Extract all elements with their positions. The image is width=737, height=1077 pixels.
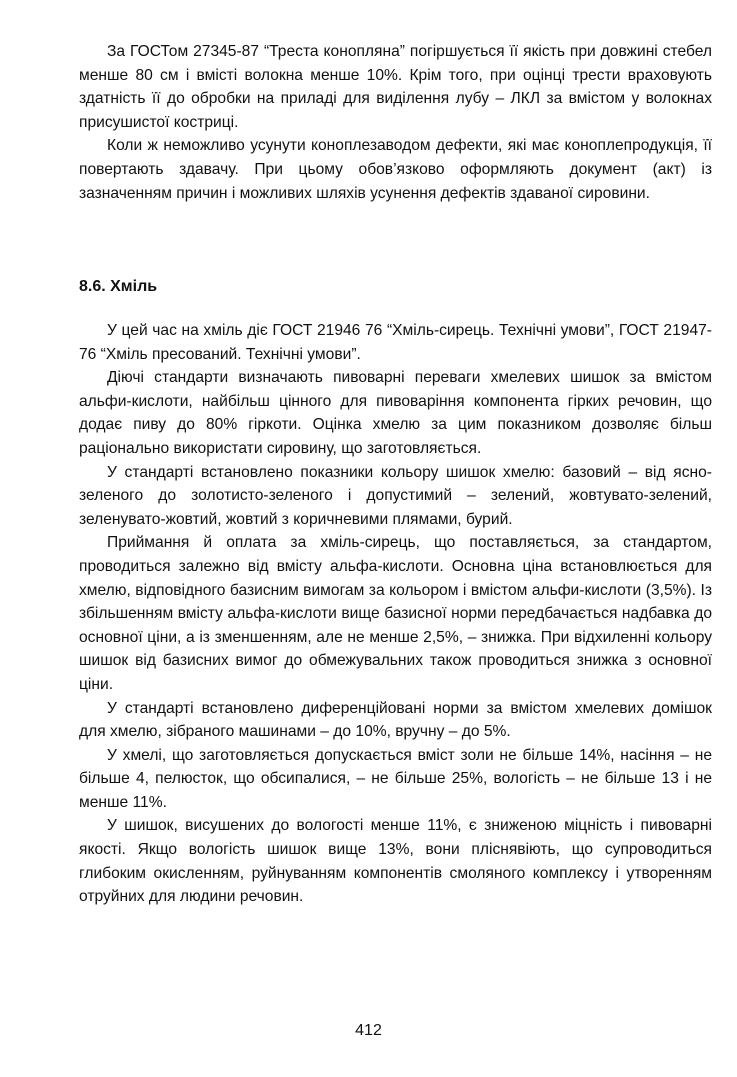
section-heading: 8.6. Хміль bbox=[79, 278, 158, 295]
section-body bbox=[79, 319, 712, 909]
section-paragraph-2: Діючі стандарти визначають пивоварні переваги хмелевих шишок за вмістом альфи-кислоти, найбільш цінного для пивоваріння компонента гірких речовин, що додає пиву до 80% гіркоти. Оцінка хмелю за цим показником дозволяє більш раціонально використати сировину, що заготовляється. bbox=[79, 369, 712, 457]
section-paragraph-7: У шишок, висушених до вологості менше 11%, є зниженою міцність і пивоварні якості. Якщо вологість шишок вище 13%, вони пліснявіють, що супроводиться глибоким окисленням, руйнуванням компонентів смоляного комплексу і утворенням отруйних для людини речовин. bbox=[79, 817, 712, 906]
section-paragraph-3: У стандарті встановлено показники кольору шишок хмелю: базовий – від ясно-зеленого до золотисто-зеленого і допустимий – зелений, жовтувато-зелений, зеленувато-жовтий, жовтий з коричневими плямами, бурий. bbox=[79, 463, 712, 528]
section-paragraph-6: У хмелі, що заготовляється допускається вміст золи не більше 14%, насіння – не більше 4, пелюсток, що обсипалися, – не більше 25%, вологість – не більше 13 і не менше 11%. bbox=[79, 746, 712, 811]
intro-paragraph-2: Коли ж неможливо усунути коноплезаводом дефекти, які має коноплепродукція, її повертають здавачу. При цьому обов’язково оформляють документ (акт) із зазначенням причин і можливих шляхів усунення дефектів здаваної сировини. bbox=[79, 137, 712, 202]
section-paragraph-5: У стандарті встановлено диференційовані норми за вмістом хмелевих домішок для хмелю, зібраного машинами – до 10%, вручну – до 5%. bbox=[79, 699, 712, 741]
intro-paragraph-1: За ГОСТом 27345-87 “Треста конопляна” погіршується її якість при довжині стебел менше 80 см і вмісті волокна менше 10%. Крім того, при оцінці трести враховують здатність її до обробки на приладі для виділення лубу – ЛКЛ за вмістом у волокнах присушистої кострицi. bbox=[79, 43, 712, 131]
section-paragraph-4: Приймання й оплата за хміль-сирець, що поставляється, за стандартом, проводиться залежно від вмісту альфа-кислоти. Основна ціна встановлюється для хмелю, відповідного базисним вимогам за кольором і вмістом альфи-кислоти (3,5%). Із збільшенням вмісту альфа-кислоти вище базисної норми передбачається надбавка до основної ціни, а із зменшенням, але не менше 2,5%, – знижка. При відхиленні кольору шишок від базисних вимог до обмежувальних також проводиться знижка з основної ціни. bbox=[79, 534, 712, 693]
intro-text bbox=[79, 40, 712, 205]
page-number: 412 bbox=[355, 1022, 382, 1039]
section-paragraph-1: У цей час на хміль діє ГОСТ 21946 76 “Хміль-сирець. Технічні умови”, ГОСТ 21947-76 “Хміль пресований. Технічні умови”. bbox=[79, 322, 712, 363]
